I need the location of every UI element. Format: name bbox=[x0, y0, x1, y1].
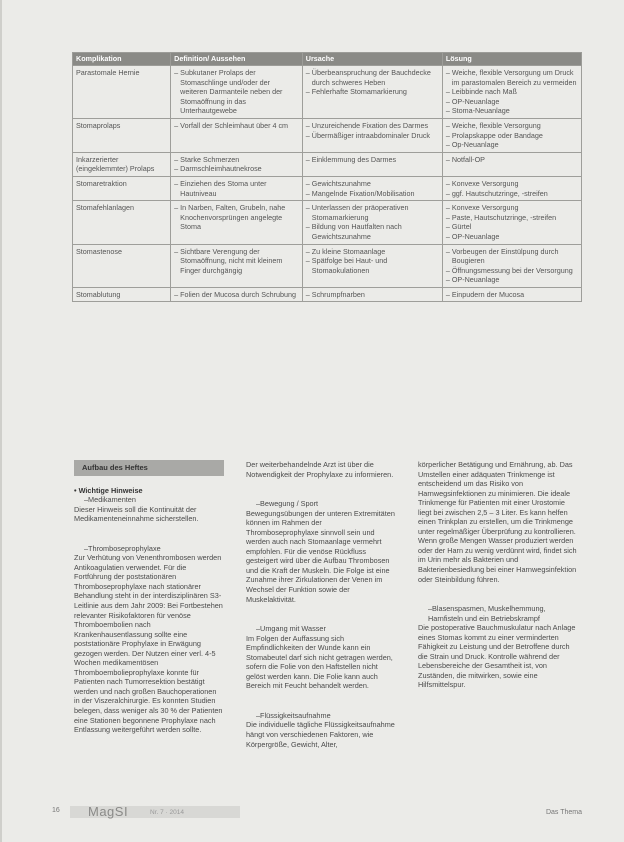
cell-list-item: – Folien der Mucosa durch Schrubung bbox=[174, 290, 299, 300]
cell-loesung bbox=[442, 66, 581, 119]
magazine-title: MagSI bbox=[88, 804, 129, 819]
cell-definition bbox=[171, 118, 303, 152]
cell-ursache bbox=[302, 66, 442, 119]
header-ursache: Ursache bbox=[302, 53, 442, 66]
cell-list-item: – Starke Schmerzen bbox=[174, 155, 299, 165]
paragraph-trinkmenge: körperlicher Betätigung und Ernährung, ab. Das Umstellen einer adäquaten Trinkmenge ist entscheidend um das Risiko von Harnwegsinfektionen zu minimieren. Die ideale Trinkmenge für Patienten mit einer Urostomie liegt bei zwischen 2,5 – 3 Liter. Es kann helfen einen Trinkplan zu erstellen, um die Trinkmenge unter regelmäßiger Überprüfung zu kontrollieren. Wenn große Mengen Wasser produziert werden oder der Harn zu wenig verdünnt wird, findet sich im Urin mehr als Bakterien und Bakterienbesiedlung bei einer Harnwegsinfektion oder Steinbildung führen. bbox=[418, 460, 577, 584]
cell-komplikation: Parastomale Hernie bbox=[73, 66, 171, 119]
cell-komplikation: Stomaprolaps bbox=[73, 118, 171, 152]
cell-list-item: – Gürtel bbox=[446, 222, 578, 232]
cell-list-item: – OP-Neuanlage bbox=[446, 275, 578, 285]
table-row bbox=[73, 118, 582, 152]
cell-ursache bbox=[302, 152, 442, 176]
paragraph-arzt: Der weiterbehandelnde Arzt ist über die Notwendigkeit der Prophylaxe zu informieren. bbox=[246, 460, 394, 479]
page-number: 16 bbox=[52, 807, 60, 814]
table-row bbox=[73, 66, 582, 119]
heading-wichtige-hinweise: • Wichtige Hinweise bbox=[74, 485, 143, 495]
cell-definition bbox=[171, 66, 303, 119]
cell-list-item: – Notfall-OP bbox=[446, 155, 578, 165]
cell-list-item: – Zu kleine Stomaanlage bbox=[306, 247, 439, 257]
cell-loesung bbox=[442, 118, 581, 152]
cell-list-item: – Prolapskappe oder Bandage bbox=[446, 131, 578, 141]
table-row bbox=[73, 287, 582, 302]
cell-ursache bbox=[302, 244, 442, 287]
cell-ursache bbox=[302, 176, 442, 200]
cell-list-item: – Öffnungsmessung bei der Versorgung bbox=[446, 266, 578, 276]
paragraph-bauchmuskulatur: Die postoperative Bauchmuskulatur nach Anlage eines Stomas kommt zu einer verminderten Fähigkeit zu Leistung und der Betroffene durch die Strain und Druck. Kontrolle während der Lebensbereiche der Gesamtheit ist, von Zuständen, die mitwirken, sowie eine Hilfsmittelspur. bbox=[418, 623, 576, 690]
cell-loesung bbox=[442, 201, 581, 244]
subheading-medikamente: –Medikamenten bbox=[84, 495, 136, 505]
cell-ursache bbox=[302, 287, 442, 302]
cell-list-item: – ggf. Hautschutzringe, -streifen bbox=[446, 189, 578, 199]
article-column-1 bbox=[74, 460, 224, 743]
cell-loesung bbox=[442, 244, 581, 287]
complications-table bbox=[72, 52, 582, 302]
table-row bbox=[73, 244, 582, 287]
paragraph-thromboseprophylaxe: Zur Verhütung von Venenthrombosen werden Antikoagulatien verwendet. Für die Fortführung der poststationären Thromboseprophylaxe nach stationärer Behandlung steht in der interdisziplinären S3-Leitlinie aus dem Jahr 2009: Bei Fortbestehen relevanter Risikofaktoren für venöse Thromboembolien nach Krankenhausentlassung sollte eine poststationäre Prophylaxe in Erwägung gezogen werden. Der Nutzen einer verl. 4-5 Wochen medikamentösen Thromboembolieprophylaxe konnte für Patienten nach Tumorresektion bestätigt werden und nach großen Bauchoperationen in der Viszeralchirurgie. Es konnten Studien belegen, dass weniger als 30 % der Patienten eine Stationen begonnene Prophylaxe nach Entlassung weitergeführt werden sollte. bbox=[74, 553, 223, 735]
cell-list-item: – OP-Neuanlage bbox=[446, 232, 578, 242]
cell-list-item: – Einpudern der Mucosa bbox=[446, 290, 578, 300]
cell-definition bbox=[171, 152, 303, 176]
section-label: Das Thema bbox=[545, 809, 582, 816]
table-row bbox=[73, 176, 582, 200]
cell-list-item: – Bildung von Hautfalten nach Gewichtszunahme bbox=[306, 222, 439, 241]
cell-list-item: – Vorbeugen der Einstülpung durch Bougieren bbox=[446, 247, 578, 266]
subheading-fluessigkeit: –Flüssigkeitsaufnahme bbox=[256, 710, 331, 720]
cell-list-item: – Gewichtszunahme bbox=[306, 179, 439, 189]
subheading-bewegung: –Bewegung / Sport bbox=[256, 499, 319, 509]
table-body bbox=[73, 66, 582, 302]
cell-loesung bbox=[442, 287, 581, 302]
cell-list-item: – Konvexe Versorgung bbox=[446, 203, 578, 213]
cell-list-item: – Konvexe Versorgung bbox=[446, 179, 578, 189]
cell-list-item: – Weiche, flexible Versorgung um Druck im parastomalen Bereich zu vermeiden bbox=[446, 68, 578, 87]
cell-ursache bbox=[302, 118, 442, 152]
cell-komplikation: Inkarzerierter (eingeklemmter) Prolaps bbox=[73, 152, 171, 176]
section-header: Aufbau des Heftes bbox=[74, 460, 224, 476]
subheading-thromboseprophylaxe: –Thromboseprophylaxe bbox=[84, 543, 161, 553]
cell-list-item: – Mangelnde Fixation/Mobilisation bbox=[306, 189, 439, 199]
subheading-wasser: –Umgang mit Wasser bbox=[256, 624, 326, 634]
cell-definition bbox=[171, 287, 303, 302]
cell-list-item: – Übermäßiger intraabdominaler Druck bbox=[306, 131, 439, 141]
cell-list-item: – Paste, Hautschutzringe, -streifen bbox=[446, 213, 578, 223]
cell-list-item: – Darmschleimhautnekrose bbox=[174, 164, 299, 174]
cell-list-item: – Stoma-Neuanlage bbox=[446, 106, 578, 116]
cell-definition bbox=[171, 244, 303, 287]
paragraph-fluessigkeit: Die individuelle tägliche Flüssigkeitsaufnahme hängt von verschiedenen Faktoren, wie Körpergröße, Gewicht, Alter, bbox=[246, 720, 395, 749]
paragraph-wasser: Im Folgen der Auffassung sich Empfindlichkeiten der Wunde kann ein Stomabeutel darf sich nicht getragen werden, sofern die Folie von den Haftstellen nicht gelöst werden kann. Die Folie kann auch Bereich mit Feucht behandelt werden. bbox=[246, 633, 393, 691]
cell-list-item: – Vorfall der Schleimhaut über 4 cm bbox=[174, 121, 299, 131]
header-loesung: Lösung bbox=[442, 53, 581, 66]
paragraph-medikamente: Dieser Hinweis soll die Kontinuität der Medikamenteneinnahme sicherstellen. bbox=[74, 504, 199, 524]
cell-list-item: – Einziehen des Stoma unter Hautniveau bbox=[174, 179, 299, 198]
cell-definition bbox=[171, 201, 303, 244]
cell-list-item: – Schrumpfnarben bbox=[306, 290, 439, 300]
table-row bbox=[73, 201, 582, 244]
cell-komplikation: Stomablutung bbox=[73, 287, 171, 302]
cell-komplikation: Stomastenose bbox=[73, 244, 171, 287]
cell-list-item: – Subkutaner Prolaps der Stomaschlinge und/oder der weiteren Darmanteile neben der Stomaöffnung in das Unterhautgewebe bbox=[174, 68, 299, 116]
cell-komplikation: Stomafehlanlagen bbox=[73, 201, 171, 244]
cell-list-item: – Leibbinde nach Maß bbox=[446, 87, 578, 97]
table-row bbox=[73, 152, 582, 176]
page-footer bbox=[52, 806, 582, 820]
cell-list-item: – Spätfolge bei Haut- und Stomaokulationen bbox=[306, 256, 439, 275]
cell-loesung bbox=[442, 176, 581, 200]
issue-label: Nr. 7 · 2014 bbox=[150, 809, 184, 816]
cell-komplikation: Stomaretraktion bbox=[73, 176, 171, 200]
cell-list-item: – Sichtbare Verengung der Stomaöffnung, nicht mit kleinem Finger durchgängig bbox=[174, 247, 299, 276]
cell-ursache bbox=[302, 201, 442, 244]
cell-list-item: – OP-Neuanlage bbox=[446, 97, 578, 107]
header-definition: Definition/ Aussehen bbox=[171, 53, 303, 66]
cell-list-item: – In Narben, Falten, Grubeln, nahe Knochenvorsprüngen angelegte Stoma bbox=[174, 203, 299, 232]
cell-list-item: – Einklemmung des Darmes bbox=[306, 155, 439, 165]
subheading-blasenspasmen: –Blasenspasmen, Muskelhemmung, Harnfisteln und ein Betriebskrampf bbox=[428, 604, 546, 623]
article-column-2 bbox=[246, 460, 396, 757]
cell-list-item: – Überbeanspruchung der Bauchdecke durch schweres Heben bbox=[306, 68, 439, 87]
header-komplikation: Komplikation bbox=[73, 53, 171, 66]
cell-list-item: – Op-Neuanlage bbox=[446, 140, 578, 150]
cell-list-item: – Unterlassen der präoperativen Stomamarkierung bbox=[306, 203, 439, 222]
cell-list-item: – Fehlerhafte Stomamarkierung bbox=[306, 87, 439, 97]
cell-list-item: – Weiche, flexible Versorgung bbox=[446, 121, 578, 131]
cell-loesung bbox=[442, 152, 581, 176]
paragraph-bewegung: Bewegungsübungen der unteren Extremitäten können im Rahmen der Thromboseprophylaxe sinnvoll sein und werden auch nach Stomaanlage vermehrt empfohlen. Für die venöse Rückfluss gesteigert wird über die Aufbau Thrombosen und die Kraft der Muskeln. Die Folge ist eine Zunahme ihrer Zirkulationen der Venen im Wechsel der Funktion sowie der Muskelaktivität. bbox=[246, 508, 395, 604]
scan-edge bbox=[0, 0, 2, 842]
cell-list-item: – Unzureichende Fixation des Darmes bbox=[306, 121, 439, 131]
cell-definition bbox=[171, 176, 303, 200]
article-column-3 bbox=[418, 460, 578, 698]
table-header-row bbox=[73, 53, 582, 66]
